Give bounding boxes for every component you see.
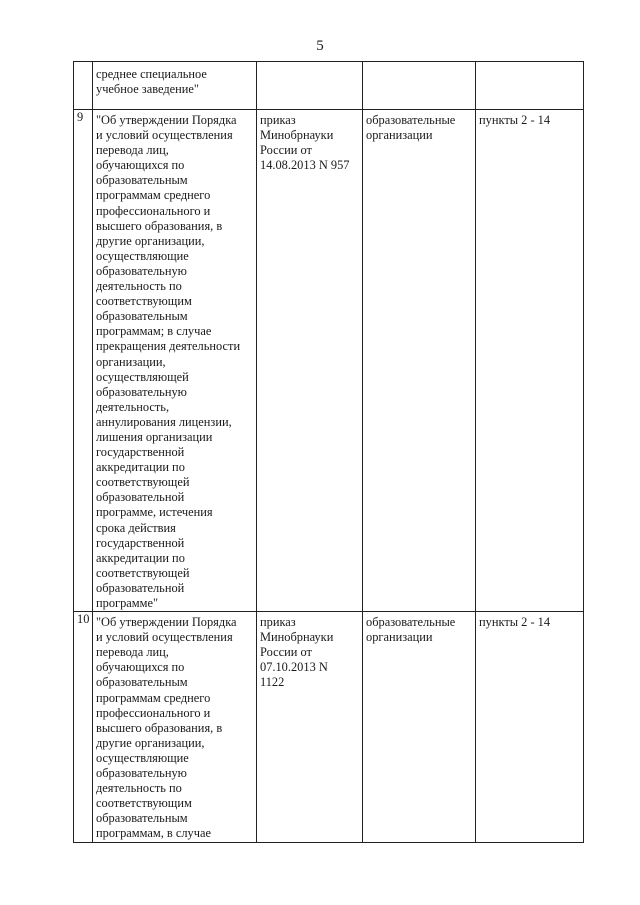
subjects-cell [363,62,476,110]
table-row [74,62,584,110]
row-number-cell [74,62,93,110]
act-title-cell: "Об утверждении Порядка и условий осуществления перевода лиц, обучающихся по образовательным программам среднего профессионального и высшего образования, в другие организации, осуществляющие образовательную деятельность по соответствующим образовательным программам; в случае прекращения деятельности организации, осуществляющей образовательную деятельность, аннулирования лицензии, лишения организации государственной аккредитации по соответствующей образовательной программе, истечения срока действия государственной аккредитации по соответствующей образовательной программе" [93,110,257,612]
row-number-cell: 10 [74,612,93,843]
subjects-cell: образовательные организации [363,110,476,612]
points-cell: пункты 2 - 14 [476,612,584,843]
page-number: 5 [316,38,324,54]
legal-acts-table [73,61,584,843]
act-title-cell: среднее специальное учебное заведение" [93,62,257,110]
act-document-cell [257,62,363,110]
table-row [74,110,584,612]
act-document-cell: приказ Минобрнауки России от 07.10.2013 N 1122 [257,612,363,843]
table-row [74,612,584,843]
row-number-cell: 9 [74,110,93,612]
points-cell: пункты 2 - 14 [476,110,584,612]
act-title-cell: "Об утверждении Порядка и условий осуществления перевода лиц, обучающихся по образовательным программам среднего профессионального и высшего образования, в другие организации, осуществляющие образовательную деятельность по соответствующим образовательным программам, в случае [93,612,257,843]
act-document-cell: приказ Минобрнауки России от 14.08.2013 N 957 [257,110,363,612]
subjects-cell: образовательные организации [363,612,476,843]
points-cell [476,62,584,110]
